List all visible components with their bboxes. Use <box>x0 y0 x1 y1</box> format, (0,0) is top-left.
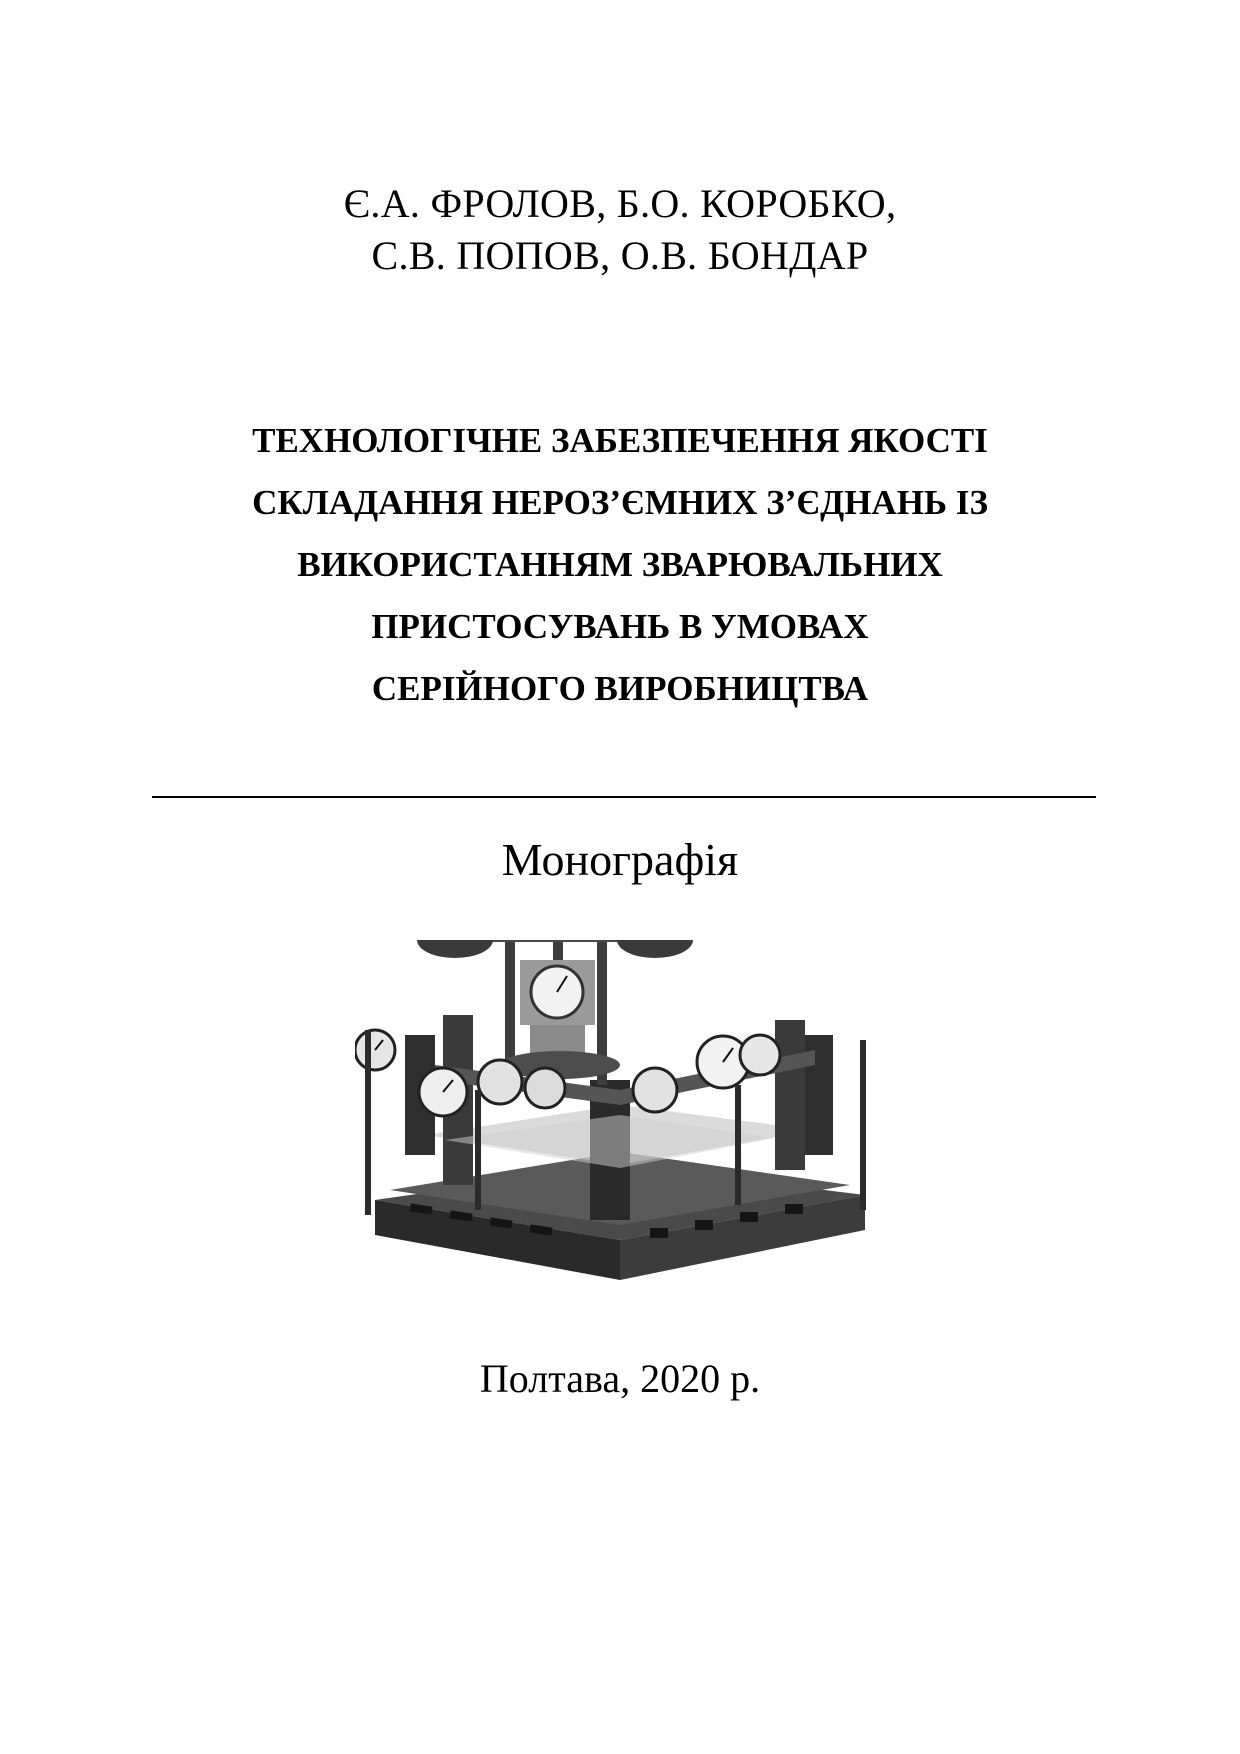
welding-fixture-illustration <box>355 940 885 1295</box>
genre-label: Монографія <box>501 834 739 885</box>
authors-line-2: С.В. ПОПОВ, О.В. БОНДАР <box>371 233 869 278</box>
book-title <box>0 410 1240 720</box>
authors-block <box>0 178 1240 282</box>
title-line: ВИКОРИСТАННЯМ ЗВАРЮВАЛЬНИХ <box>297 545 943 584</box>
welding-fixture-icon <box>355 940 885 1295</box>
title-line: СЕРІЙНОГО ВИРОБНИЦТВА <box>371 669 869 708</box>
title-line: СКЛАДАННЯ НЕРОЗ’ЄМНИХ З’ЄДНАНЬ ІЗ <box>252 483 988 522</box>
title-line: ПРИСТОСУВАНЬ В УМОВАХ <box>371 607 869 646</box>
horizontal-divider <box>152 796 1096 798</box>
place-and-year: Полтава, 2020 р. <box>479 1356 761 1401</box>
authors-line-1: Є.А. ФРОЛОВ, Б.О. КОРОБКО, <box>343 181 897 226</box>
title-line: ТЕХНОЛОГІЧНЕ ЗАБЕЗПЕЧЕННЯ ЯКОСТІ <box>252 421 988 460</box>
